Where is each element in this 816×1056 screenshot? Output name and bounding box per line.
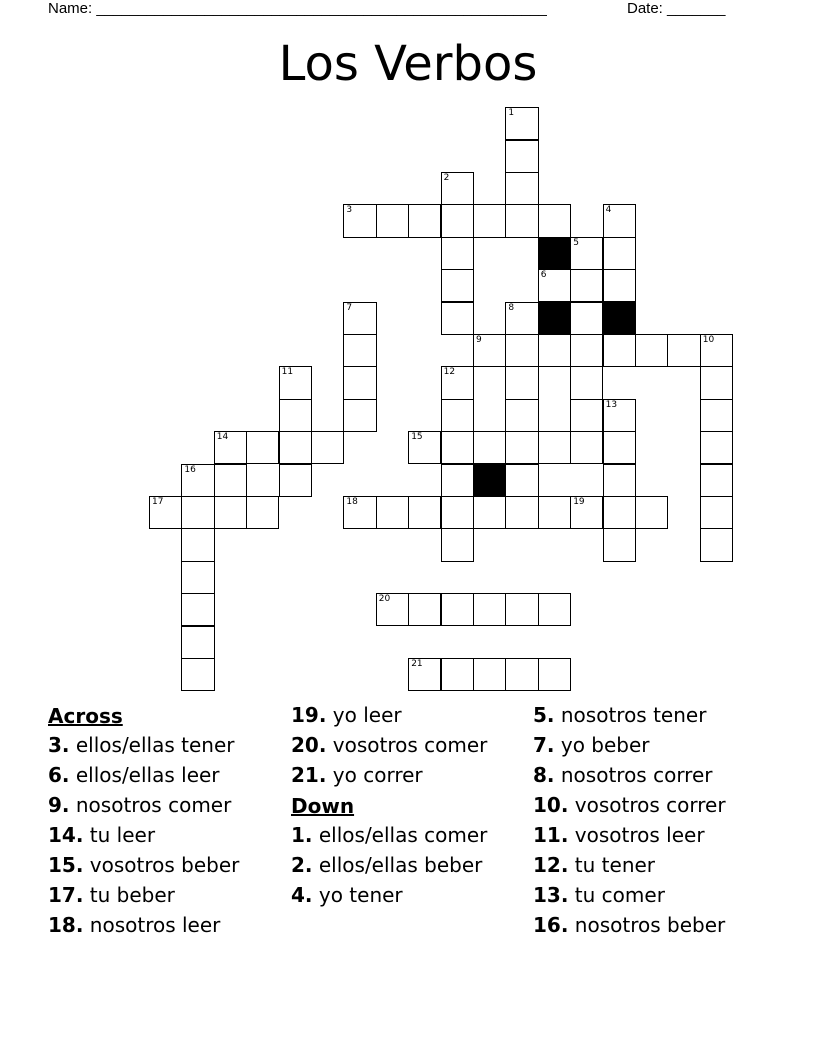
grid-cell[interactable] [441,464,474,497]
grid-cell[interactable] [473,658,506,691]
black-square [603,302,636,335]
grid-cell[interactable] [505,399,538,432]
clue-text: vosotros leer [568,823,705,847]
clue-text: nosotros tener [554,703,707,727]
grid-cell[interactable] [635,334,668,367]
clue-text: ellos/ellas beber [312,853,483,877]
clue-item [533,733,773,757]
clue-text: tu beber [83,883,175,907]
clue-number-label: 12. [533,853,569,877]
clue-item [291,733,531,757]
clue-text: tu leer [83,823,156,847]
grid-cell[interactable] [603,334,636,367]
grid-cell[interactable] [570,334,603,367]
page-title: Los Verbos [278,36,538,92]
grid-cell[interactable] [441,366,474,399]
grid-cell[interactable] [181,593,214,626]
clue-number-label: 16. [533,913,569,937]
black-square [538,302,571,335]
grid-cell[interactable] [700,528,733,561]
clue-text: nosotros beber [568,913,726,937]
grid-cell[interactable] [505,593,538,626]
grid-cell[interactable] [505,366,538,399]
grid-cell[interactable] [408,658,441,691]
clue-number-label: 4. [291,883,313,907]
grid-cell[interactable] [441,172,474,205]
clue-number-label: 2. [291,853,313,877]
clue-number-label: 15. [48,853,84,877]
grid-cell[interactable] [408,204,441,237]
grid-cell[interactable] [279,399,312,432]
clue-number-label: 6. [48,763,70,787]
grid-cell[interactable] [473,431,506,464]
grid-cell[interactable] [603,204,636,237]
clue-item [48,913,288,937]
grid-cell[interactable] [505,431,538,464]
grid-cell[interactable] [570,302,603,335]
grid-cell[interactable] [441,237,474,270]
clue-number-label: 1. [291,823,313,847]
grid-cell[interactable] [279,431,312,464]
grid-cell[interactable] [538,496,571,529]
clue-number-label: 11. [533,823,569,847]
clue-text: tu tener [568,853,656,877]
clue-number: 16 [184,464,196,475]
clue-item [533,823,773,847]
clue-number: 13 [605,399,618,410]
clue-item [533,913,773,937]
clue-number: 17 [152,497,164,507]
grid-cell[interactable] [376,593,409,626]
grid-cell[interactable] [570,237,603,270]
clue-number: 14 [216,432,229,443]
clue-item [48,883,288,907]
clue-item [291,853,531,877]
clue-number: 2 [443,173,450,183]
clue-number-label: 13. [533,883,569,907]
grid-cell[interactable] [376,496,409,529]
grid-cell[interactable] [667,334,700,367]
grid-cell[interactable] [181,464,214,497]
clue-text: yo leer [326,703,402,727]
clue-number: 15 [411,432,423,443]
grid-cell[interactable] [570,496,603,529]
grid-cell[interactable] [441,528,474,561]
clue-number: 12 [443,367,456,378]
grid-cell[interactable] [279,366,312,399]
clue-item [48,733,288,757]
grid-cell[interactable] [603,431,636,464]
clue-number: 3 [346,205,353,216]
grid-cell[interactable] [570,431,603,464]
grid-cell[interactable] [343,496,376,529]
grid-cell[interactable] [538,334,571,367]
clue-item [533,763,773,787]
clue-item [291,883,531,907]
grid-cell[interactable] [603,237,636,270]
grid-cell[interactable] [441,204,474,237]
grid-cell[interactable] [603,399,636,432]
grid-cell[interactable] [700,464,733,497]
name-field-line: Name: ______________________________________________________ [48,0,547,17]
grid-cell[interactable] [441,302,474,335]
clue-text: yo beber [554,733,650,757]
across-clue-list-continued [291,703,531,787]
grid-cell[interactable] [441,658,474,691]
date-field-line: Date: _______ [627,0,726,17]
clue-text: ellos/ellas comer [312,823,488,847]
clue-number: 1 [508,108,515,119]
across-heading: Across [48,704,123,728]
grid-cell[interactable] [441,431,474,464]
grid-cell[interactable] [311,431,344,464]
grid-cell[interactable] [538,431,571,464]
grid-cell[interactable] [538,204,571,237]
clue-number: 11 [281,367,294,378]
grid-cell[interactable] [214,496,247,529]
grid-cell[interactable] [343,399,376,432]
clue-text: vosotros correr [568,793,726,817]
clue-item [533,883,773,907]
grid-cell[interactable] [441,269,474,302]
clue-text: tu comer [568,883,665,907]
clue-number: 5 [573,237,579,248]
grid-cell[interactable] [343,334,376,367]
clue-number-label: 5. [533,703,555,727]
grid-cell[interactable] [181,626,214,659]
grid-cell[interactable] [181,561,214,594]
grid-cell[interactable] [570,366,603,399]
clue-text: yo correr [326,763,423,787]
grid-cell[interactable] [700,496,733,529]
clue-number-label: 9. [48,793,70,817]
clue-item [291,823,531,847]
clue-number-label: 8. [533,763,555,787]
grid-cell[interactable] [635,496,668,529]
clue-number-label: 3. [48,733,70,757]
clue-number-label: 19. [291,703,327,727]
across-clue-list [48,733,288,937]
grid-cell[interactable] [246,496,279,529]
black-square [538,237,571,270]
grid-cell[interactable] [505,172,538,205]
clue-number: 20 [378,594,391,605]
grid-cell[interactable] [408,496,441,529]
grid-cell[interactable] [408,593,441,626]
clue-number-label: 10. [533,793,569,817]
grid-cell[interactable] [538,658,571,691]
clue-number-label: 18. [48,913,84,937]
grid-cell[interactable] [570,399,603,432]
clue-number: 21 [411,659,423,669]
grid-cell[interactable] [603,528,636,561]
clue-number-label: 21. [291,763,327,787]
clue-number: 9 [476,335,482,345]
clue-text: vosotros comer [326,733,488,757]
clue-column-1 [48,703,288,943]
grid-cell[interactable] [343,302,376,335]
clue-number: 7 [346,302,353,313]
clue-item [291,703,531,727]
grid-cell[interactable] [441,496,474,529]
clue-item [533,703,773,727]
clue-number-label: 17. [48,883,84,907]
grid-cell[interactable] [181,528,214,561]
clue-number: 18 [346,497,358,507]
grid-cell[interactable] [408,431,441,464]
grid-cell[interactable] [700,366,733,399]
down-clue-list-continued [533,703,773,937]
clue-text: nosotros leer [83,913,221,937]
clue-column-3 [533,703,773,943]
clue-number: 4 [605,205,612,216]
grid-cell[interactable] [505,302,538,335]
clue-number: 8 [508,302,515,313]
grid-cell[interactable] [505,204,538,237]
clue-number: 10 [702,335,715,345]
grid-cell[interactable] [441,399,474,432]
grid-cell[interactable] [473,496,506,529]
clue-text: vosotros beber [83,853,240,877]
clue-item [533,793,773,817]
clue-text: ellos/ellas tener [69,733,235,757]
grid-cell[interactable] [279,464,312,497]
grid-cell[interactable] [181,496,214,529]
grid-cell[interactable] [376,204,409,237]
grid-cell[interactable] [214,431,247,464]
clue-text: yo tener [312,883,403,907]
down-heading: Down [291,794,355,818]
clue-item [48,823,288,847]
clue-text: nosotros comer [69,793,232,817]
clue-item [291,763,531,787]
black-square [473,464,506,497]
clue-number-label: 20. [291,733,327,757]
grid-cell[interactable] [343,366,376,399]
clue-item [48,853,288,877]
grid-cell[interactable] [505,334,538,367]
grid-cell[interactable] [603,496,636,529]
clue-number-label: 7. [533,733,555,757]
clue-text: ellos/ellas leer [69,763,220,787]
grid-cell[interactable] [603,269,636,302]
grid-cell[interactable] [149,496,182,529]
grid-cell[interactable] [538,269,571,302]
grid-cell[interactable] [700,399,733,432]
grid-cell[interactable] [603,464,636,497]
grid-cell[interactable] [570,269,603,302]
clue-item [48,763,288,787]
grid-cell[interactable] [473,334,506,367]
grid-cell[interactable] [473,593,506,626]
grid-cell[interactable] [214,464,247,497]
grid-cell[interactable] [181,658,214,691]
grid-cell[interactable] [505,496,538,529]
grid-cell[interactable] [505,464,538,497]
grid-cell[interactable] [505,140,538,173]
grid-cell[interactable] [505,658,538,691]
clue-number: 19 [573,497,585,507]
grid-cell[interactable] [700,431,733,464]
clue-item [48,793,288,817]
clue-text: nosotros correr [554,763,713,787]
down-clue-list [291,823,531,907]
grid-cell[interactable] [505,107,538,140]
clue-number-label: 14. [48,823,84,847]
grid-cell[interactable] [473,204,506,237]
clue-number: 6 [540,270,547,281]
grid-cell[interactable] [441,593,474,626]
clue-item [533,853,773,877]
grid-cell[interactable] [343,204,376,237]
grid-cell[interactable] [246,431,279,464]
grid-cell[interactable] [538,593,571,626]
clue-column-2 [291,703,531,913]
grid-cell[interactable] [700,334,733,367]
